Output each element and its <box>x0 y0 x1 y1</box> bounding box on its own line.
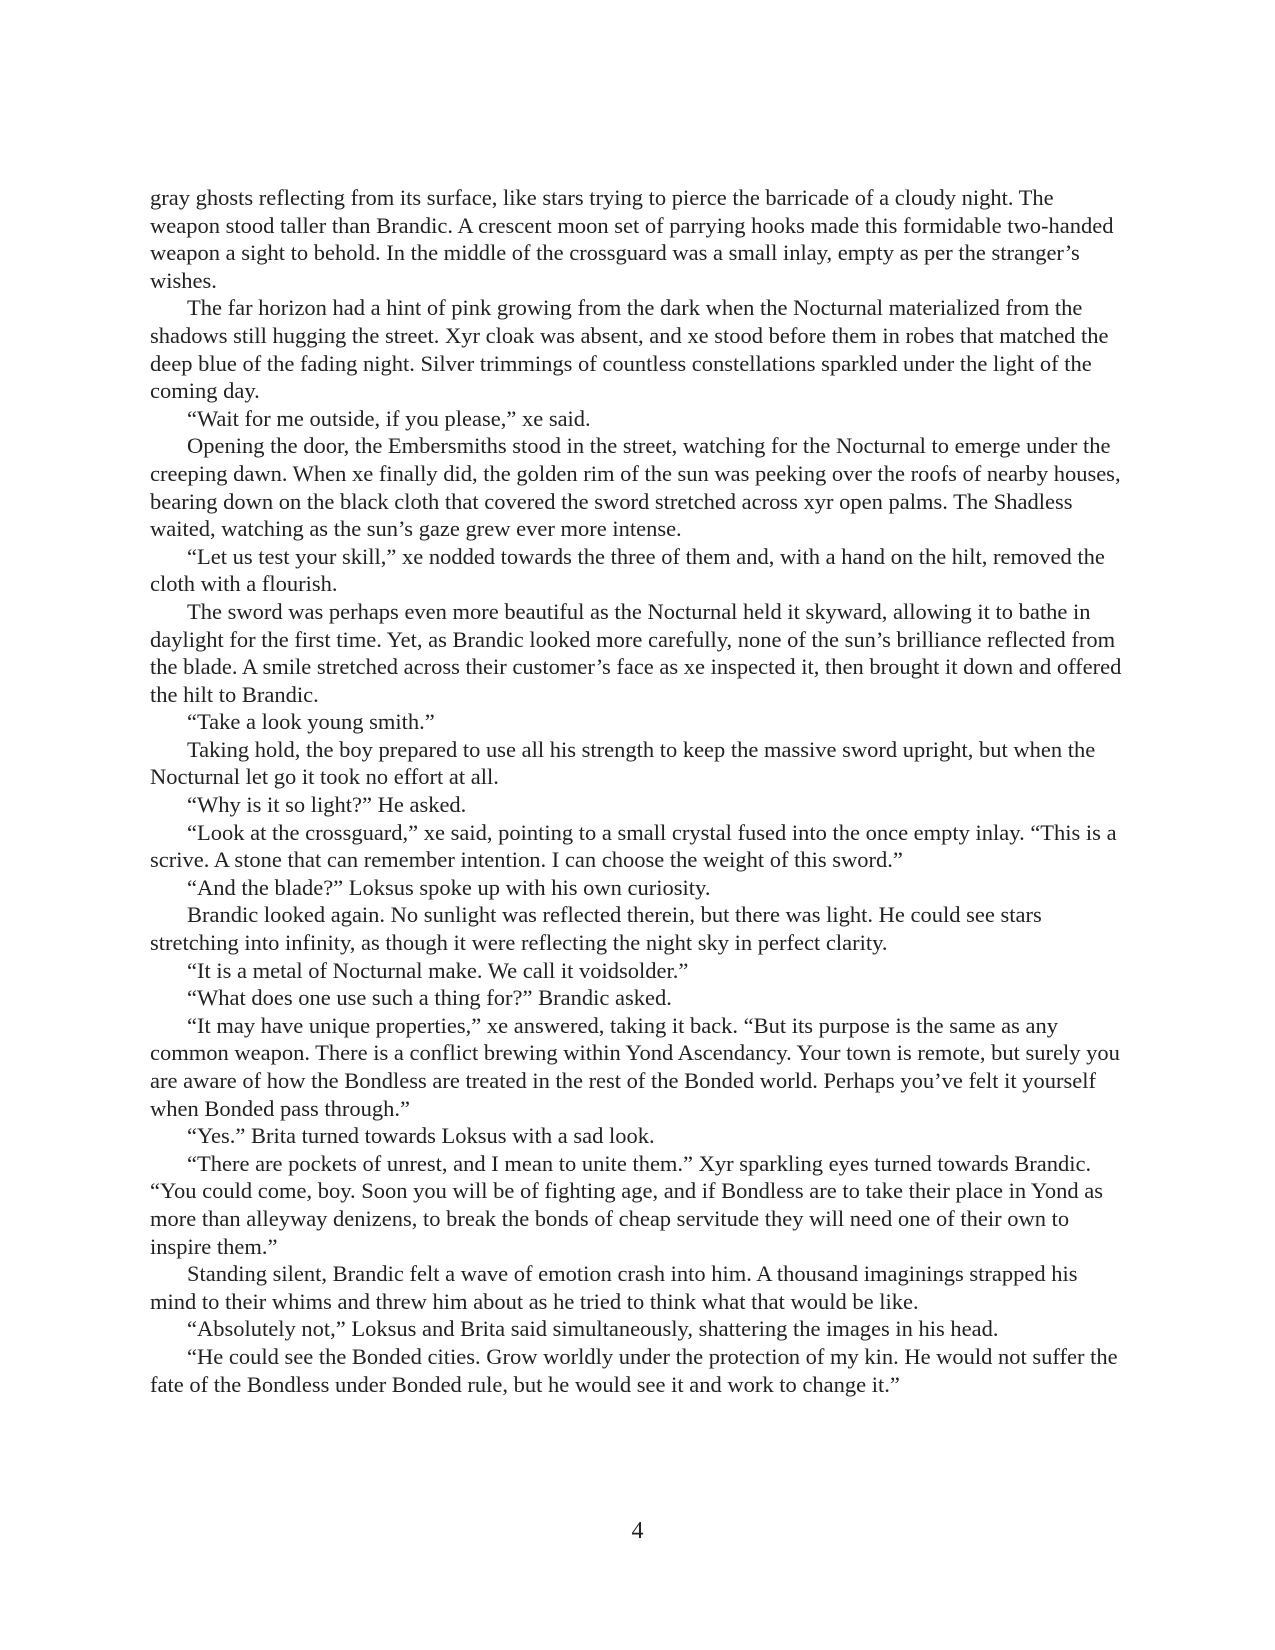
paragraph: Taking hold, the boy prepared to use all his strength to keep the massive sword upright, but when the Nocturnal let go it took no effort at all. <box>150 736 1096 790</box>
paragraph: The sword was perhaps even more beautiful as the Nocturnal held it skyward, allowing it to bathe in daylight for the first time. Yet, as Brandic looked more carefully, none of the sun’s brilliance reflected from the blade. A smile stretched across their customer’s face as xe inspected it, then brought it down and offered the hilt to Brandic. <box>150 598 1122 707</box>
paragraph: “There are pockets of unrest, and I mean to unite them.” Xyr sparkling eyes turned towards Brandic. “You could come, boy. Soon you will be of fighting age, and if Bondless are to take their place in Yond as more than alleyway denizens, to break the bonds of cheap servitude they will need one of their own to inspire them.” <box>150 1150 1103 1259</box>
paragraph: The far horizon had a hint of pink growing from the dark when the Nocturnal materialized from the shadows still hugging the street. Xyr cloak was absent, and xe stood before them in robes that matched the deep blue of the fading night. Silver trimmings of countless constellations sparkled under the light of the coming day. <box>150 295 1109 404</box>
paragraph: “Yes.” Brita turned towards Loksus with a sad look. <box>187 1123 655 1149</box>
paragraph: Opening the door, the Embersmiths stood in the street, watching for the Nocturnal to emerge under the creeping dawn. When xe finally did, the golden rim of the sun was peeking over the roofs of nearby houses, bearing down on the black cloth that covered the sword stretched across xyr open palms. The Shadless waited, watching as the sun’s gaze grew ever more intense. <box>150 433 1121 542</box>
paragraph: “Look at the crossguard,” xe said, pointing to a small crystal fused into the once empty inlay. “This is a scrive. A stone that can remember intention. I can choose the weight of this sword.” <box>150 819 1117 873</box>
paragraph: “Wait for me outside, if you please,” xe said. <box>187 405 591 431</box>
page-body <box>150 184 1125 1398</box>
paragraph: “What does one use such a thing for?” Brandic asked. <box>187 985 672 1011</box>
paragraph: gray ghosts reflecting from its surface, like stars trying to pierce the barricade of a cloudy night. The weapon stood taller than Brandic. A crescent moon set of parrying hooks made this formidable two-handed weapon a sight to behold. In the middle of the crossguard was a small inlay, empty as per the stranger’s wishes. <box>150 185 1114 293</box>
paragraph: Standing silent, Brandic felt a wave of emotion crash into him. A thousand imaginings strapped his mind to their whims and threw him about as he tried to think what that would be like. <box>150 1261 1078 1314</box>
paragraph: “He could see the Bonded cities. Grow worldly under the protection of my kin. He would not suffer the fate of the Bondless under Bonded rule, but he would see it and work to change it.” <box>150 1343 1118 1397</box>
paragraph: “Let us test your skill,” xe nodded towards the three of them and, with a hand on the hilt, removed the cloth with a flourish. <box>150 543 1105 597</box>
paragraph: “Take a look young smith.” <box>187 709 435 735</box>
paragraph: Brandic looked again. No sunlight was reflected therein, but there was light. He could see stars stretching into infinity, as though it were reflecting the night sky in perfect clarity. <box>150 902 1042 956</box>
paragraph: “It is a metal of Nocturnal make. We call it voidsolder.” <box>187 957 689 983</box>
paragraph: “And the blade?” Loksus spoke up with his own curiosity. <box>187 874 711 900</box>
page-number: 4 <box>631 1518 644 1544</box>
paragraph: “It may have unique properties,” xe answered, taking it back. “But its purpose is the same as any common weapon. There is a conflict brewing within Yond Ascendancy. Your town is remote, but surely you are aware of how the Bondless are treated in the rest of the Bonded world. Perhaps you’ve felt it yourself when Bonded pass through.” <box>150 1012 1120 1121</box>
paragraph: “Why is it so light?” He asked. <box>187 792 467 818</box>
paragraph: “Absolutely not,” Loksus and Brita said simultaneously, shattering the images in his head. <box>187 1316 999 1342</box>
